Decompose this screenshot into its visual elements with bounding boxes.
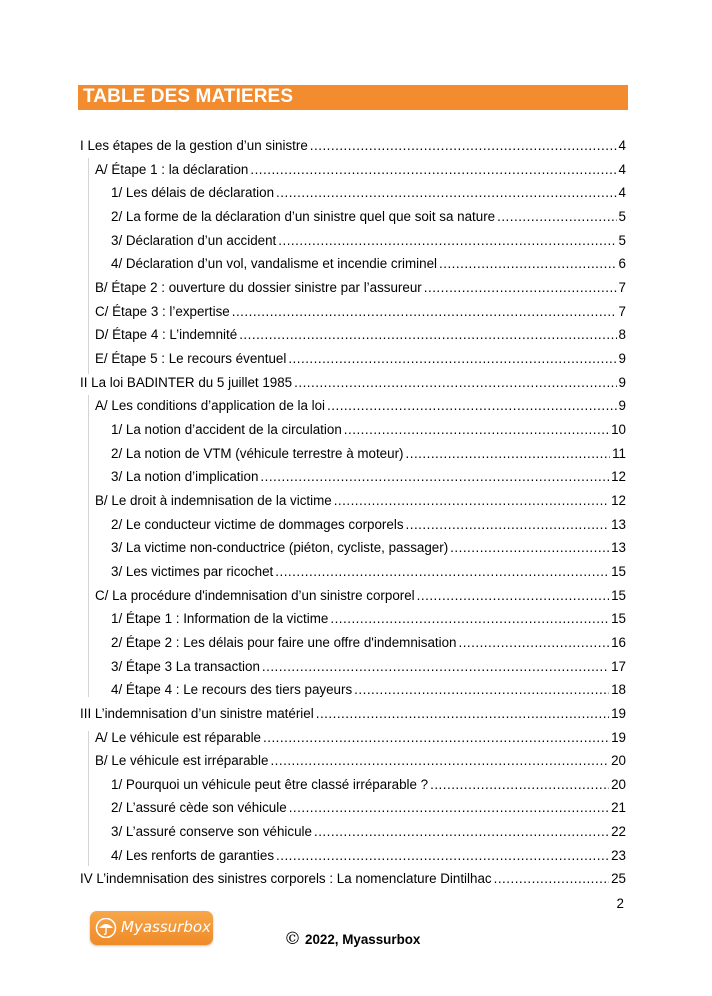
dot-leader (270, 750, 609, 772)
toc-entry-label: C/ Étape 3 : l’expertise (95, 303, 230, 319)
toc-entry[interactable] (95, 395, 626, 417)
dot-leader (278, 230, 616, 252)
toc-entry-page: 5 (618, 232, 626, 248)
toc-entry-label: 3/ Les victimes par ricochet (111, 563, 274, 579)
toc-entry-label: 3/ Étape 3 La transaction (111, 658, 260, 674)
copyright (284, 929, 420, 949)
toc-entry-label: 1/ Pourquoi un véhicule peut être classé irréparable ? (111, 776, 429, 792)
umbrella-icon (95, 918, 117, 938)
dot-leader (330, 608, 609, 630)
toc-entry-page: 20 (611, 776, 626, 792)
toc-entry-label: A/ Le véhicule est réparable (95, 729, 261, 745)
toc-entry-page: 12 (611, 492, 626, 508)
toc-entry[interactable] (111, 679, 626, 701)
toc-entry-label: 1/ La notion d’accident de la circulation (111, 421, 342, 437)
dot-leader (406, 514, 610, 536)
toc-entry[interactable] (111, 466, 626, 488)
dot-leader (260, 466, 609, 488)
toc-entry-label: 2/ Le conducteur victime de dommages corporels (111, 516, 404, 532)
dot-leader (294, 372, 616, 394)
toc-entry-label: 4/ Les renforts de garanties (111, 847, 275, 863)
toc-entry[interactable] (80, 868, 626, 890)
toc-entry-page: 19 (611, 729, 626, 745)
toc-entry-page: 11 (612, 445, 626, 461)
toc-entry-label: IV L’indemnisation des sinistres corporels : La nomenclature Dintilhac (80, 871, 492, 887)
toc-entry-page: 4 (618, 161, 626, 177)
toc-entry-page: 15 (611, 563, 626, 579)
dot-leader (316, 703, 609, 725)
toc-entry-label: B/ Étape 2 : ouverture du dossier sinistre par l’assureur (95, 279, 422, 295)
dot-leader (289, 797, 609, 819)
dot-leader (334, 490, 609, 512)
toc-entry-page: 7 (618, 303, 626, 319)
toc-entry-label: C/ La procédure d'indemnisation d’un sinistre corporel (95, 587, 415, 603)
dot-leader (354, 679, 609, 701)
toc-entry[interactable] (80, 703, 626, 725)
dot-leader (310, 135, 617, 157)
toc-entry[interactable] (95, 324, 626, 346)
dot-leader (497, 206, 616, 228)
toc-entry-page: 12 (611, 469, 626, 485)
toc-entry[interactable] (111, 419, 626, 441)
dot-leader (250, 159, 616, 181)
toc-entry-page: 22 (611, 824, 626, 840)
toc-entry-label: III L’indemnisation d’un sinistre matériel (80, 705, 314, 721)
page-number: 2 (616, 896, 624, 911)
toc-entry-label: 2/ La notion de VTM (véhicule terrestre à moteur) (111, 445, 404, 461)
toc-entry-page: 13 (611, 540, 626, 556)
toc-entry[interactable] (111, 561, 626, 583)
toc-entry-page: 18 (611, 682, 626, 698)
toc-title: TABLE DES MATIERES (83, 86, 294, 107)
toc-entry[interactable] (95, 727, 626, 749)
toc-entry[interactable] (111, 253, 626, 275)
toc-entry-label: 3/ La victime non-conductrice (piéton, cycliste, passager) (111, 540, 449, 556)
toc-entry-page: 20 (611, 753, 626, 769)
dot-leader (239, 324, 616, 346)
myassurbox-logo (90, 911, 213, 945)
toc-entry-page: 8 (618, 327, 626, 343)
toc-entry-label: B/ Le véhicule est irréparable (95, 753, 269, 769)
toc-entry-label: E/ Étape 5 : Le recours éventuel (95, 350, 287, 366)
toc-entry[interactable] (95, 301, 626, 323)
toc-entry[interactable] (111, 230, 626, 252)
dot-leader (450, 537, 609, 559)
dot-leader (424, 277, 617, 299)
toc-entry-page: 9 (618, 350, 626, 366)
toc-entry[interactable] (111, 797, 626, 819)
toc-entry-page: 9 (618, 374, 626, 390)
toc-entry-label: 4/ Déclaration d’un vol, vandalisme et incendie criminel (111, 256, 438, 272)
toc-entry-page: 10 (611, 421, 626, 437)
toc-entry[interactable] (111, 514, 626, 536)
toc-entry-page: 15 (611, 587, 626, 603)
dot-leader (276, 845, 609, 867)
toc-entry-label: I Les étapes de la gestion d’un sinistre (80, 138, 308, 153)
toc-entry[interactable] (95, 348, 626, 370)
dot-leader (417, 585, 609, 607)
toc-entry-label: 4/ Étape 4 : Le recours des tiers payeurs (111, 682, 353, 698)
dot-leader (327, 395, 617, 417)
toc-entry-label: A/ Les conditions d’application de la loi (95, 398, 326, 414)
toc-entry-page: 4 (618, 185, 626, 201)
toc-entry-page: 25 (611, 871, 626, 887)
toc-entry[interactable] (111, 632, 626, 654)
toc-entry[interactable] (111, 206, 626, 228)
dot-leader (494, 868, 609, 890)
toc-entry[interactable] (95, 277, 626, 299)
toc-entry-page: 6 (618, 256, 626, 272)
toc-entry[interactable] (80, 135, 626, 157)
dot-leader (288, 348, 616, 370)
dot-leader (406, 443, 611, 465)
toc-entry-page: 16 (611, 634, 626, 650)
dot-leader (439, 253, 617, 275)
toc-entry-page: 9 (618, 398, 626, 414)
toc-entry-page: 19 (611, 705, 626, 721)
toc-entry-label: 2/ Étape 2 : Les délais pour faire une offre d'indemnisation (111, 634, 457, 650)
toc-entry-page: 21 (611, 800, 626, 816)
toc-entry-label: 1/ Les délais de déclaration (111, 185, 275, 201)
toc-entry-label: 1/ Étape 1 : Information de la victime (111, 611, 329, 627)
toc-entry-label: 3/ L’assuré conserve son véhicule (111, 824, 312, 840)
toc-entry-page: 15 (611, 611, 626, 627)
toc-entry-label: II La loi BADINTER du 5 juillet 1985 (80, 374, 293, 390)
dot-leader (276, 182, 617, 204)
toc-entry-label: A/ Étape 1 : la déclaration (95, 161, 249, 177)
toc-entry[interactable] (111, 821, 626, 843)
toc-entry-label: 2/ La forme de la déclaration d’un sinistre quel que soit sa nature (111, 208, 496, 224)
toc-entry[interactable] (95, 750, 626, 772)
toc-entry-label: 3/ Déclaration d’un accident (111, 232, 277, 248)
dot-leader (344, 419, 609, 441)
toc-entry-label: B/ Le droit à indemnisation de la victime (95, 492, 332, 508)
dot-leader (232, 301, 617, 323)
toc-entry[interactable] (111, 537, 626, 559)
toc-entry-page: 5 (618, 208, 626, 224)
dot-leader (314, 821, 609, 843)
copyright-text: 2022, Myassurbox (305, 932, 421, 947)
toc-entry-page: 17 (611, 658, 626, 674)
toc-entry-label: 2/ L’assuré cède son véhicule (111, 800, 287, 816)
toc-entry-label: D/ Étape 4 : L’indemnité (95, 327, 238, 343)
toc-entry-page: 7 (618, 279, 626, 295)
copyright-symbol: © (284, 929, 301, 949)
toc-entry[interactable] (111, 774, 626, 796)
toc-entry[interactable] (80, 372, 626, 394)
dot-leader (275, 561, 609, 583)
toc-entry[interactable] (111, 656, 626, 678)
toc-entry-label: 3/ La notion d’implication (111, 469, 259, 485)
toc-entry[interactable] (111, 845, 626, 867)
dot-leader (430, 774, 609, 796)
toc-entry[interactable] (111, 443, 626, 465)
toc-entry-page: 23 (611, 847, 626, 863)
toc-entry-page: 4 (618, 138, 626, 153)
toc-entry[interactable] (111, 608, 626, 630)
toc-entry[interactable] (111, 182, 626, 204)
dot-leader (263, 727, 609, 749)
toc-entry[interactable] (95, 159, 626, 181)
toc-entry-page: 13 (611, 516, 626, 532)
logo-text: Myassurbox (121, 918, 211, 936)
dot-leader (262, 656, 609, 678)
toc-entry[interactable] (95, 585, 626, 607)
toc-entry[interactable] (95, 490, 626, 512)
dot-leader (458, 632, 609, 654)
